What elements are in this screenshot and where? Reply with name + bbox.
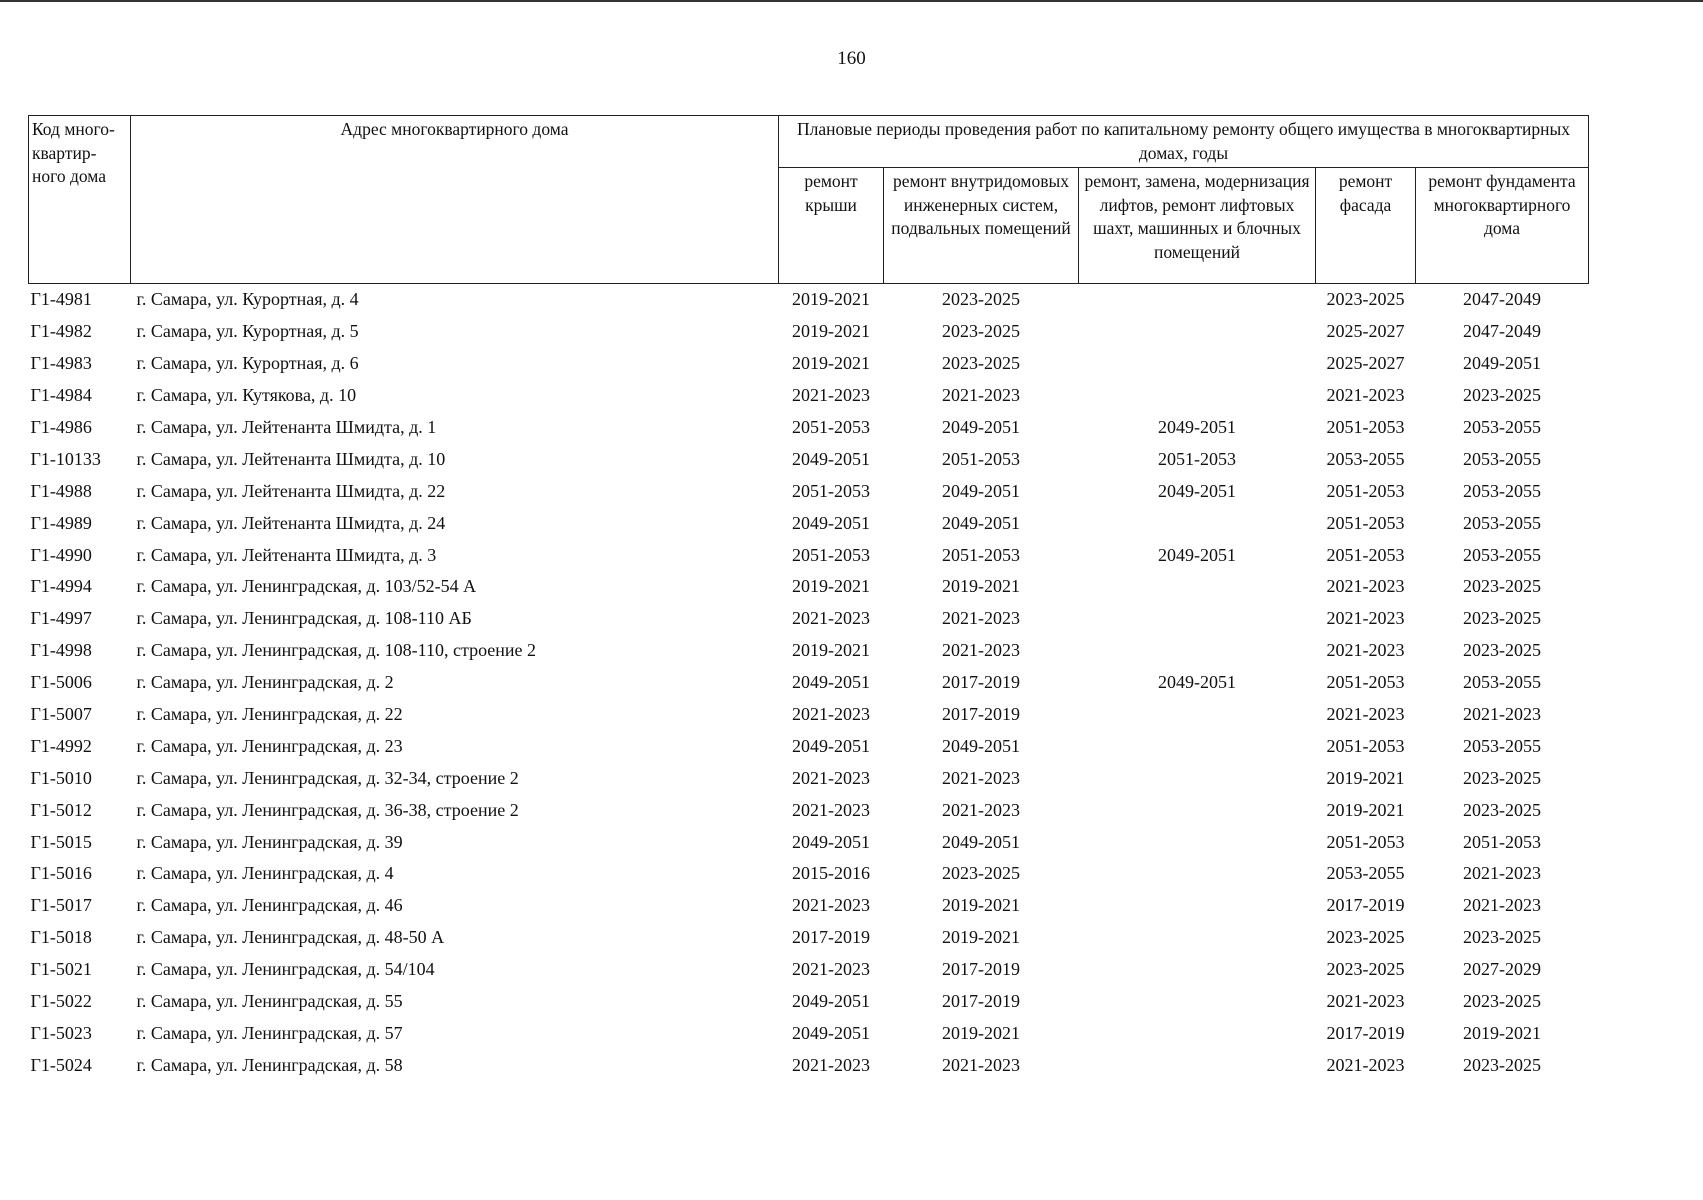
cell-internal-systems: 2051-2053 bbox=[942, 544, 1020, 565]
cell-address: г. Самара, ул. Ленинградская, д. 48-50 А bbox=[136, 927, 445, 948]
cell-code: Г1-5024 bbox=[30, 1054, 92, 1075]
cell-foundation: 2021-2023 bbox=[1463, 895, 1541, 916]
cell-address: г. Самара, ул. Кутякова, д. 10 bbox=[136, 385, 357, 406]
table-row bbox=[29, 507, 1589, 539]
cell-code: Г1-4989 bbox=[30, 512, 92, 533]
cell-internal-systems: 2019-2021 bbox=[942, 927, 1020, 948]
cell-address: г. Самара, ул. Ленинградская, д. 46 bbox=[136, 895, 403, 916]
cell-foundation: 2053-2055 bbox=[1463, 672, 1541, 693]
cell-code: Г1-4988 bbox=[30, 480, 92, 501]
cell-foundation: 2019-2021 bbox=[1463, 1022, 1541, 1043]
cell-lifts bbox=[1079, 762, 1316, 794]
cell-foundation: 2053-2055 bbox=[1463, 480, 1541, 501]
cell-roof: 2021-2023 bbox=[792, 1054, 870, 1075]
cell-roof: 2019-2021 bbox=[792, 321, 870, 342]
cell-lifts bbox=[1079, 986, 1316, 1018]
cell-roof: 2049-2051 bbox=[792, 831, 870, 852]
table-row bbox=[29, 986, 1589, 1018]
cell-code: Г1-4986 bbox=[30, 417, 92, 437]
cell-facade: 2021-2023 bbox=[1326, 385, 1405, 406]
header-foundation: ремонт фундамента многоквартирного дома bbox=[1416, 168, 1589, 284]
cell-lifts: 2051-2053 bbox=[1158, 448, 1236, 469]
cell-facade: 2051-2053 bbox=[1326, 417, 1405, 437]
table-row bbox=[29, 443, 1589, 475]
cell-lifts bbox=[1079, 858, 1316, 890]
table-row bbox=[29, 348, 1589, 380]
cell-facade: 2021-2023 bbox=[1326, 576, 1405, 597]
cell-roof: 2049-2051 bbox=[792, 1022, 870, 1043]
table-row bbox=[29, 858, 1589, 890]
cell-address: г. Самара, ул. Ленинградская, д. 2 bbox=[136, 672, 394, 693]
cell-code: Г1-5012 bbox=[30, 799, 92, 820]
cell-address: г. Самара, ул. Ленинградская, д. 58 bbox=[136, 1054, 403, 1075]
cell-address: г. Самара, ул. Ленинградская, д. 55 bbox=[136, 991, 403, 1012]
cell-internal-systems: 2049-2051 bbox=[942, 735, 1020, 756]
cell-address: г. Самара, ул. Ленинградская, д. 103/52-54 А bbox=[136, 576, 477, 597]
cell-facade: 2023-2025 bbox=[1326, 289, 1405, 310]
cell-internal-systems: 2017-2019 bbox=[942, 704, 1020, 725]
cell-code: Г1-4981 bbox=[30, 289, 92, 310]
cell-facade: 2023-2025 bbox=[1326, 927, 1405, 948]
cell-roof: 2021-2023 bbox=[792, 704, 870, 725]
header-address: Адрес многоквартирного дома bbox=[131, 116, 779, 284]
cell-foundation: 2049-2051 bbox=[1463, 353, 1541, 374]
cell-lifts bbox=[1079, 826, 1316, 858]
cell-lifts bbox=[1079, 954, 1316, 986]
cell-roof: 2019-2021 bbox=[792, 576, 870, 597]
cell-code: Г1-5010 bbox=[30, 767, 92, 788]
cell-foundation: 2023-2025 bbox=[1463, 767, 1541, 788]
cell-internal-systems: 2023-2025 bbox=[942, 863, 1020, 884]
cell-roof: 2021-2023 bbox=[792, 385, 870, 406]
cell-roof: 2019-2021 bbox=[792, 640, 870, 661]
cell-internal-systems: 2049-2051 bbox=[942, 417, 1020, 437]
cell-code: Г1-4984 bbox=[30, 385, 92, 406]
cell-lifts bbox=[1079, 348, 1316, 380]
cell-facade: 2017-2019 bbox=[1326, 895, 1405, 916]
cell-facade: 2021-2023 bbox=[1326, 1054, 1405, 1075]
cell-roof: 2051-2053 bbox=[792, 544, 870, 565]
table-row bbox=[29, 1049, 1589, 1081]
cell-foundation: 2053-2055 bbox=[1463, 512, 1541, 533]
cell-address: г. Самара, ул. Лейтенанта Шмидта, д. 1 bbox=[136, 417, 437, 437]
table-row bbox=[29, 284, 1589, 316]
cell-code: Г1-5016 bbox=[30, 863, 92, 884]
cell-internal-systems: 2049-2051 bbox=[942, 831, 1020, 852]
header-internal-systems: ремонт внутридомовых инженерных систем, подвальных помещений bbox=[884, 168, 1079, 284]
cell-internal-systems: 2021-2023 bbox=[942, 799, 1020, 820]
cell-internal-systems: 2023-2025 bbox=[942, 321, 1020, 342]
cell-internal-systems: 2049-2051 bbox=[942, 512, 1020, 533]
cell-address: г. Самара, ул. Ленинградская, д. 36-38, строение 2 bbox=[136, 799, 519, 820]
cell-lifts bbox=[1079, 571, 1316, 603]
cell-internal-systems: 2023-2025 bbox=[942, 289, 1020, 310]
cell-facade: 2021-2023 bbox=[1326, 608, 1405, 629]
header-code: Код много-квартир-ного дома bbox=[29, 116, 131, 284]
repair-schedule-table bbox=[28, 115, 1589, 1081]
header-plan-periods: Плановые периоды проведения работ по капитальному ремонту общего имущества в многоквартирных домах, годы bbox=[779, 116, 1589, 168]
header-facade: ремонт фасада bbox=[1316, 168, 1416, 284]
table-row bbox=[29, 826, 1589, 858]
cell-address: г. Самара, ул. Лейтенанта Шмидта, д. 22 bbox=[136, 480, 446, 501]
cell-internal-systems: 2021-2023 bbox=[942, 608, 1020, 629]
cell-internal-systems: 2021-2023 bbox=[942, 640, 1020, 661]
cell-foundation: 2023-2025 bbox=[1463, 799, 1541, 820]
table-row bbox=[29, 954, 1589, 986]
cell-roof: 2021-2023 bbox=[792, 767, 870, 788]
cell-lifts bbox=[1079, 1049, 1316, 1081]
table-row bbox=[29, 730, 1589, 762]
cell-internal-systems: 2049-2051 bbox=[942, 480, 1020, 501]
table-row bbox=[29, 571, 1589, 603]
cell-lifts bbox=[1079, 794, 1316, 826]
cell-roof: 2021-2023 bbox=[792, 895, 870, 916]
cell-code: Г1-4982 bbox=[30, 321, 92, 342]
cell-lifts bbox=[1079, 699, 1316, 731]
repair-schedule-sheet bbox=[28, 115, 1588, 1081]
cell-internal-systems: 2051-2053 bbox=[942, 448, 1020, 469]
cell-address: г. Самара, ул. Ленинградская, д. 108-110, строение 2 bbox=[136, 640, 537, 661]
cell-address: г. Самара, ул. Ленинградская, д. 57 bbox=[136, 1022, 403, 1043]
cell-facade: 2023-2025 bbox=[1326, 959, 1405, 980]
cell-roof: 2049-2051 bbox=[792, 672, 870, 693]
cell-internal-systems: 2021-2023 bbox=[942, 1054, 1020, 1075]
cell-lifts bbox=[1079, 635, 1316, 667]
cell-internal-systems: 2017-2019 bbox=[942, 991, 1020, 1012]
cell-foundation: 2053-2055 bbox=[1463, 417, 1541, 437]
table-row bbox=[29, 890, 1589, 922]
cell-roof: 2049-2051 bbox=[792, 735, 870, 756]
cell-facade: 2019-2021 bbox=[1326, 767, 1405, 788]
cell-address: г. Самара, ул. Ленинградская, д. 4 bbox=[136, 863, 394, 884]
header-lifts: ремонт, замена, модернизация лифтов, ремонт лифтовых шахт, машинных и блочных помещений bbox=[1079, 168, 1316, 284]
cell-code: Г1-4994 bbox=[30, 576, 92, 597]
cell-internal-systems: 2021-2023 bbox=[942, 385, 1020, 406]
cell-lifts: 2049-2051 bbox=[1158, 672, 1236, 693]
cell-code: Г1-4990 bbox=[30, 544, 92, 565]
table-header bbox=[29, 116, 1589, 284]
cell-foundation: 2053-2055 bbox=[1463, 448, 1541, 469]
cell-address: г. Самара, ул. Курортная, д. 5 bbox=[136, 321, 359, 342]
table-row bbox=[29, 539, 1589, 571]
top-rule bbox=[0, 0, 1703, 2]
cell-foundation: 2023-2025 bbox=[1463, 927, 1541, 948]
cell-code: Г1-5018 bbox=[30, 927, 92, 948]
cell-facade: 2051-2053 bbox=[1326, 512, 1405, 533]
cell-address: г. Самара, ул. Лейтенанта Шмидта, д. 24 bbox=[136, 512, 446, 533]
cell-code: Г1-4983 bbox=[30, 353, 92, 374]
cell-code: Г1-5015 bbox=[30, 831, 92, 852]
cell-lifts: 2049-2051 bbox=[1158, 544, 1236, 565]
cell-facade: 2051-2053 bbox=[1326, 480, 1405, 501]
cell-foundation: 2023-2025 bbox=[1463, 640, 1541, 661]
cell-facade: 2051-2053 bbox=[1326, 544, 1405, 565]
cell-foundation: 2021-2023 bbox=[1463, 704, 1541, 725]
table-row bbox=[29, 922, 1589, 954]
cell-roof: 2051-2053 bbox=[792, 480, 870, 501]
cell-foundation: 2023-2025 bbox=[1463, 576, 1541, 597]
cell-roof: 2015-2016 bbox=[792, 863, 870, 884]
cell-foundation: 2021-2023 bbox=[1463, 863, 1541, 884]
cell-roof: 2021-2023 bbox=[792, 608, 870, 629]
cell-internal-systems: 2019-2021 bbox=[942, 576, 1020, 597]
cell-internal-systems: 2021-2023 bbox=[942, 767, 1020, 788]
cell-foundation: 2027-2029 bbox=[1463, 959, 1541, 980]
cell-foundation: 2023-2025 bbox=[1463, 608, 1541, 629]
cell-internal-systems: 2017-2019 bbox=[942, 959, 1020, 980]
cell-foundation: 2023-2025 bbox=[1463, 385, 1541, 406]
cell-roof: 2051-2053 bbox=[792, 417, 870, 437]
cell-address: г. Самара, ул. Ленинградская, д. 108-110 АБ bbox=[136, 608, 472, 629]
cell-lifts bbox=[1079, 603, 1316, 635]
table-row bbox=[29, 316, 1589, 348]
cell-facade: 2017-2019 bbox=[1326, 1022, 1405, 1043]
cell-internal-systems: 2019-2021 bbox=[942, 1022, 1020, 1043]
table-row bbox=[29, 380, 1589, 412]
cell-roof: 2049-2051 bbox=[792, 448, 870, 469]
cell-address: г. Самара, ул. Ленинградская, д. 22 bbox=[136, 704, 403, 725]
cell-lifts bbox=[1079, 730, 1316, 762]
table-row bbox=[29, 794, 1589, 826]
cell-address: г. Самара, ул. Лейтенанта Шмидта, д. 3 bbox=[136, 544, 437, 565]
header-roof: ремонт крыши bbox=[779, 168, 884, 284]
cell-foundation: 2023-2025 bbox=[1463, 1054, 1541, 1075]
table-row bbox=[29, 635, 1589, 667]
cell-address: г. Самара, ул. Ленинградская, д. 39 bbox=[136, 831, 403, 852]
cell-internal-systems: 2019-2021 bbox=[942, 895, 1020, 916]
cell-lifts: 2049-2051 bbox=[1158, 480, 1236, 501]
cell-facade: 2051-2053 bbox=[1326, 831, 1405, 852]
cell-facade: 2051-2053 bbox=[1326, 735, 1405, 756]
table-row bbox=[29, 475, 1589, 507]
cell-roof: 2021-2023 bbox=[792, 799, 870, 820]
cell-code: Г1-5023 bbox=[30, 1022, 92, 1043]
cell-foundation: 2047-2049 bbox=[1463, 321, 1541, 342]
table-row bbox=[29, 1017, 1589, 1049]
cell-facade: 2021-2023 bbox=[1326, 991, 1405, 1012]
cell-address: г. Самара, ул. Ленинградская, д. 32-34, строение 2 bbox=[136, 767, 519, 788]
cell-facade: 2025-2027 bbox=[1326, 321, 1405, 342]
cell-roof: 2049-2051 bbox=[792, 991, 870, 1012]
cell-facade: 2021-2023 bbox=[1326, 640, 1405, 661]
cell-code: Г1-10133 bbox=[30, 448, 101, 469]
page-number: 160 bbox=[837, 48, 866, 69]
table-body bbox=[29, 284, 1589, 1082]
cell-internal-systems: 2023-2025 bbox=[942, 353, 1020, 374]
table-row bbox=[29, 412, 1589, 444]
cell-code: Г1-5006 bbox=[30, 672, 92, 693]
cell-foundation: 2023-2025 bbox=[1463, 991, 1541, 1012]
cell-code: Г1-4992 bbox=[30, 735, 92, 756]
cell-code: Г1-5007 bbox=[30, 704, 92, 725]
cell-lifts bbox=[1079, 380, 1316, 412]
cell-roof: 2019-2021 bbox=[792, 289, 870, 310]
cell-code: Г1-5022 bbox=[30, 991, 92, 1012]
cell-lifts bbox=[1079, 1017, 1316, 1049]
cell-address: г. Самара, ул. Ленинградская, д. 23 bbox=[136, 735, 403, 756]
table-row bbox=[29, 603, 1589, 635]
cell-facade: 2021-2023 bbox=[1326, 704, 1405, 725]
cell-code: Г1-5017 bbox=[30, 895, 92, 916]
cell-facade: 2051-2053 bbox=[1326, 672, 1405, 693]
cell-code: Г1-4997 bbox=[30, 608, 92, 629]
cell-lifts: 2049-2051 bbox=[1158, 417, 1236, 437]
cell-lifts bbox=[1079, 316, 1316, 348]
cell-lifts bbox=[1079, 890, 1316, 922]
cell-facade: 2019-2021 bbox=[1326, 799, 1405, 820]
cell-address: г. Самара, ул. Лейтенанта Шмидта, д. 10 bbox=[136, 448, 446, 469]
cell-address: г. Самара, ул. Курортная, д. 6 bbox=[136, 353, 359, 374]
cell-code: Г1-4998 bbox=[30, 640, 92, 661]
cell-code: Г1-5021 bbox=[30, 959, 92, 980]
cell-facade: 2053-2055 bbox=[1326, 448, 1405, 469]
cell-roof: 2017-2019 bbox=[792, 927, 870, 948]
cell-roof: 2019-2021 bbox=[792, 353, 870, 374]
cell-lifts bbox=[1079, 284, 1316, 316]
cell-roof: 2021-2023 bbox=[792, 959, 870, 980]
table-row bbox=[29, 667, 1589, 699]
cell-internal-systems: 2017-2019 bbox=[942, 672, 1020, 693]
cell-foundation: 2051-2053 bbox=[1463, 831, 1541, 852]
cell-roof: 2049-2051 bbox=[792, 512, 870, 533]
cell-address: г. Самара, ул. Курортная, д. 4 bbox=[136, 289, 359, 310]
table-row bbox=[29, 762, 1589, 794]
cell-lifts bbox=[1079, 507, 1316, 539]
cell-address: г. Самара, ул. Ленинградская, д. 54/104 bbox=[136, 959, 435, 980]
cell-foundation: 2053-2055 bbox=[1463, 544, 1541, 565]
cell-foundation: 2053-2055 bbox=[1463, 735, 1541, 756]
cell-lifts bbox=[1079, 922, 1316, 954]
cell-foundation: 2047-2049 bbox=[1463, 289, 1541, 310]
cell-facade: 2025-2027 bbox=[1326, 353, 1405, 374]
table-row bbox=[29, 699, 1589, 731]
cell-facade: 2053-2055 bbox=[1326, 863, 1405, 884]
